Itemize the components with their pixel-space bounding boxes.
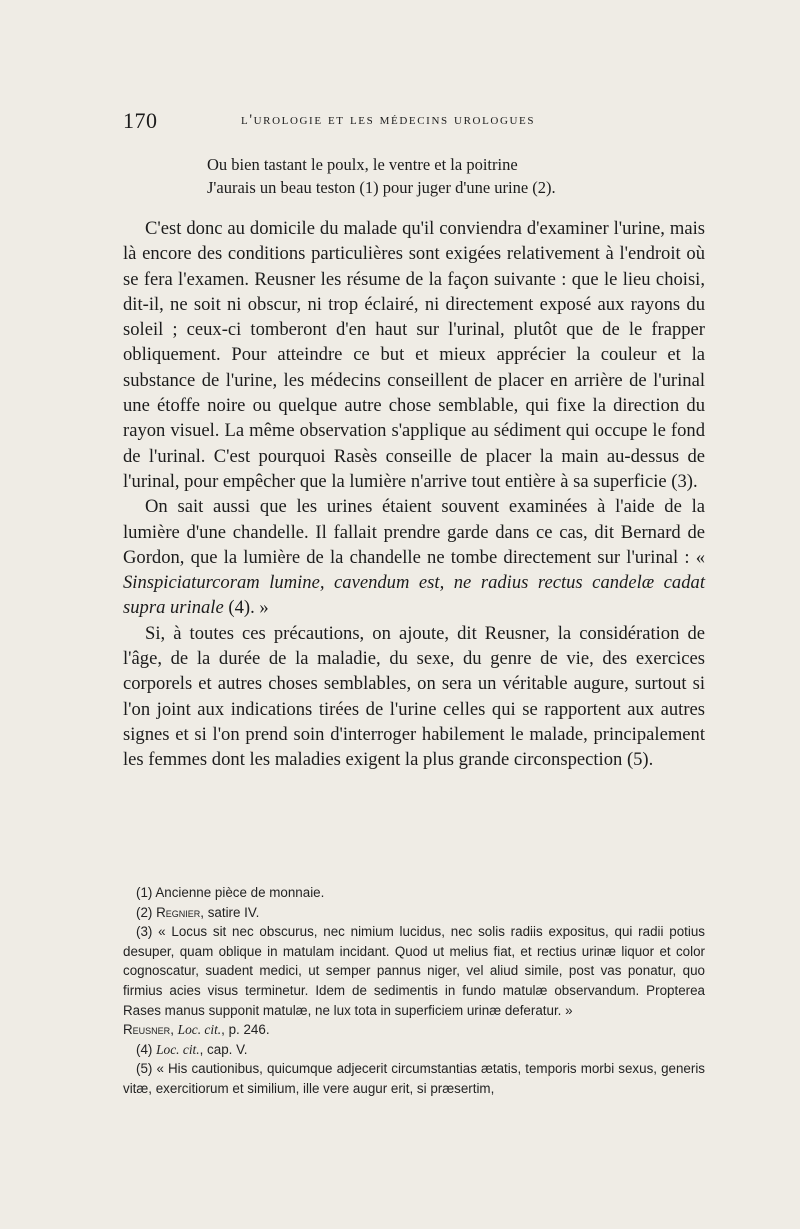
paragraph-1: C'est donc au domicile du malade qu'il conviendra d'examiner l'urine, mais là encore des conditions particulières sont exigées relativement à l'endroit où se fera l'examen. Reusner les résume de la façon suivante : que le lieu choisi, dit-il, ne soit ni obscur, ni trop éclairé, ni directement exposé aux rayons du soleil ; ceux-ci tomberont d'en haut sur l'urinal, plutôt que de le frapper obliquement. Pour atteindre ce but et mieux apprécier la couleur et la substance de l'urine, les médecins conseillent de placer en arrière de l'urinal une étoffe noire ou quelque autre chose semblable, qui fixe la direction du rayon visuel. La même observation s'applique au sédiment qui occupe le fond de l'urinal. C'est pourquoi Rasès conseille de placer la main au-dessus de l'urinal, pour empêcher que la lumière n'arrive tout entière à sa superficie (3). [123,218,705,492]
footnote-4 [123,1040,705,1060]
footnote-3-sep: , [170,1022,178,1038]
paragraph-2-start: On sait aussi que les urines étaient souvent examinées à l'aide de la lumière d'une chandelle. Il fallait prendre garde dans ce cas, dit Bernard de Gordon, que la lumière de la chandelle ne tombe directement sur l'urinal : « [123,496,705,568]
footnote-2-author: Regnier [156,904,201,920]
paragraph-3: Si, à toutes ces précautions, on ajoute, dit Reusner, la considération de l'âge, de la durée de la maladie, du sexe, du genre de vie, des exercices corporels et autres choses semblables, on sera un véritable augure, surtout si l'on joint aux indications tirées de l'urine celles qui se rapportent aux autres signes et si l'on prend soin d'interroger habilement le malade, principalement les femmes dont les maladies exigent la plus grande circonspection (5). [123,622,705,771]
footnote-3-author: Reusner [123,1022,171,1038]
page-number: 170 [123,108,158,133]
page-header [123,108,700,138]
verse-line-1: Ou bien tastant le poulx, le ventre et la poitrine [207,155,518,174]
footnote-4-number: (4) [136,1041,157,1057]
footnote-5: (5) « His cautionibus, quicumque adjecerit circumstantias ætatis, temporis morbi sexus, generis vitæ, exercitiorum et similium, ille vere augur erit, si præsertim, [123,1061,705,1096]
footnotes [123,883,705,1099]
running-title: l'urologie et les médecins urologues [241,112,536,128]
latin-quote: Sinspiciaturcoram lumine, cavendum est, ne radius rectus candelæ cadat supra urinale [123,572,705,619]
footnote-1: (1) Ancienne pièce de monnaie. [136,885,325,900]
footnote-4-cit: Loc. cit. [156,1041,200,1057]
footnote-2-number: (2) [136,904,157,920]
footnote-3-reference [123,1020,705,1040]
main-text [123,216,705,773]
footnote-3-page: , p. 246. [221,1022,270,1038]
verse-line-2: J'aurais un beau teston (1) pour juger d'une urine (2). [207,178,556,197]
footnote-3-cit: Loc. cit. [177,1022,222,1038]
footnote-4-rest: , cap. V. [199,1041,248,1057]
paragraph-2 [123,494,705,620]
footnote-3: (3) « Locus sit nec obscurus, nec nimium lucidus, nec solis radiis expositus, qui radii potius desuper, quam oblique in matulam incidant. Quod ut melius fiat, et rectius urinæ liquor et color cognoscatur, suadent medici, ut semper pannus niger, vel aliud simile, post vas ponatur, quo firmius acies visus terminetur. Idem de sedimentis in fundo matulæ observandum. Propterea Rases manus supponit matulæ, ne lux tota in superficiem urinæ deferatur. » [123,924,705,1018]
footnote-2-rest: , satire IV. [200,904,260,920]
paragraph-2-end: (4). » [223,597,269,619]
footnote-2 [123,903,705,923]
